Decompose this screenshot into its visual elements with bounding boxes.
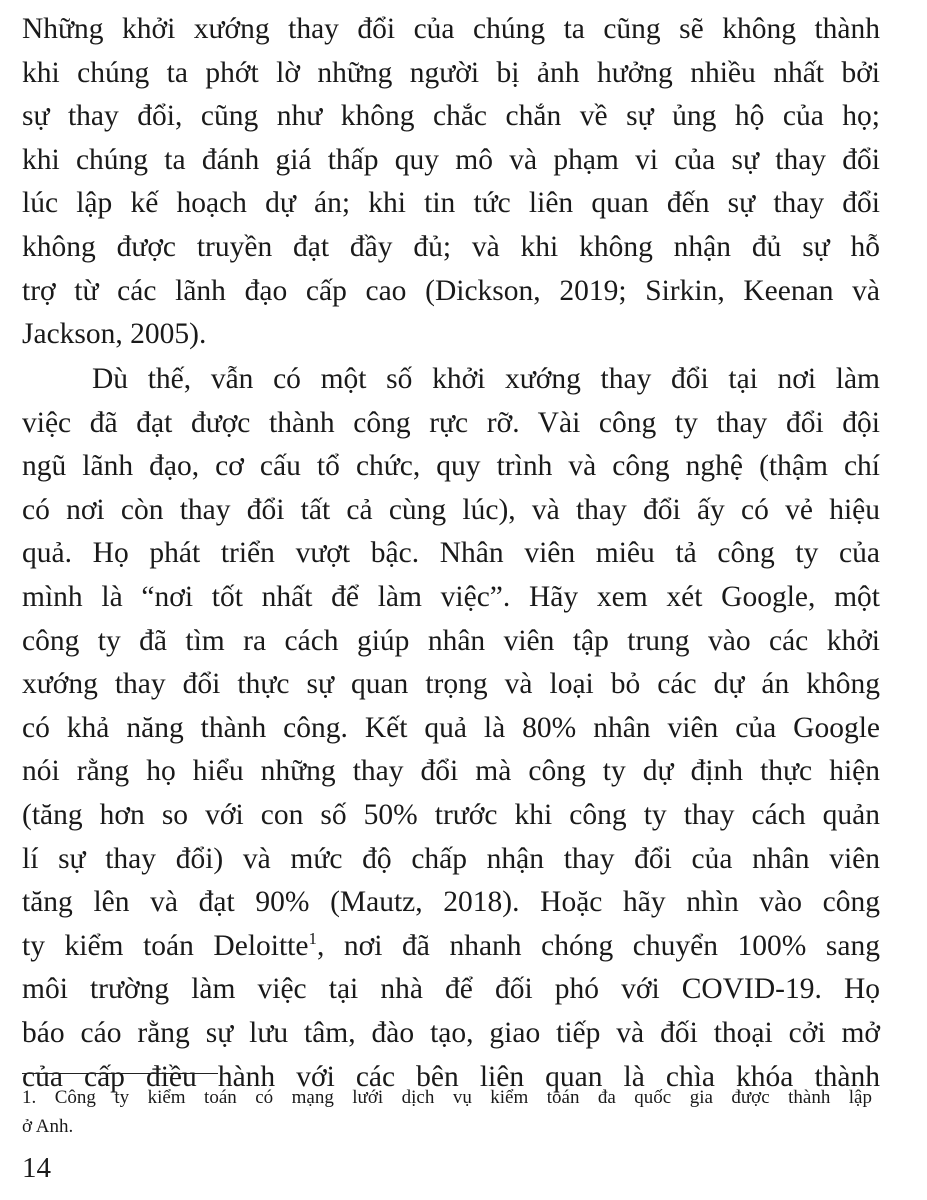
text-line: quả. Họ phát triển vượt bậc. Nhân viên miêu tả công ty của — [22, 537, 880, 570]
text-line: công ty đã tìm ra cách giúp nhân viên tập trung vào các khởi — [22, 624, 880, 657]
footnote-line: ở Anh. — [22, 1116, 74, 1137]
text-line: khi chúng ta đánh giá thấp quy mô và phạm vi của sự thay đổi — [22, 143, 880, 176]
text-line: Những khởi xướng thay đổi của chúng ta cũng sẽ không thành — [22, 13, 880, 45]
text-segment: , nơi đã nhanh chóng chuyển 100% sang — [316, 929, 880, 962]
text-segment: ty kiểm toán Deloitte — [22, 929, 309, 962]
text-line: có khả năng thành công. Kết quả là 80% nhân viên của Google — [22, 711, 880, 744]
text-line: không được truyền đạt đầy đủ; và khi không nhận đủ sự hỗ — [22, 230, 880, 263]
text-line: nói rằng họ hiểu những thay đổi mà công ty dự định thực hiện — [22, 755, 880, 788]
footnote-marker: 1 — [308, 928, 317, 948]
text-line: tăng lên và đạt 90% (Mautz, 2018). Hoặc hãy nhìn vào công — [22, 886, 880, 919]
text-line: Jackson, 2005). — [22, 318, 207, 351]
text-line: Dù thế, vẫn có một số khởi xướng thay đổi tại nơi làm — [92, 363, 880, 395]
text-line: môi trường làm việc tại nhà để đối phó với COVID-19. Họ — [22, 973, 880, 1006]
text-line: lúc lập kế hoạch dự án; khi tin tức liên quan đến sự thay đổi — [22, 187, 880, 220]
text-line: khi chúng ta phớt lờ những người bị ảnh hưởng nhiều nhất bởi — [22, 56, 880, 89]
text-line: lí sự thay đổi) và mức độ chấp nhận thay đổi của nhân viên — [22, 842, 880, 875]
text-line — [22, 925, 880, 969]
footnote — [22, 1083, 872, 1141]
text-line: mình là “nơi tốt nhất để làm việc”. Hãy xem xét Google, một — [22, 580, 880, 613]
paragraph-1 — [22, 8, 880, 357]
footnote-line: 1. Công ty kiểm toán có mạng lưới dịch vụ kiểm toán đa quốc gia được thành lập — [22, 1087, 872, 1108]
text-line: sự thay đổi, cũng như không chắc chắn về sự ủng hộ của họ; — [22, 100, 880, 133]
text-line: (tăng hơn so với con số 50% trước khi công ty thay cách quản — [22, 798, 880, 831]
text-line: báo cáo rằng sự lưu tâm, đào tạo, giao tiếp và đối thoại cởi mở — [22, 1016, 880, 1049]
text-line: việc đã đạt được thành công rực rỡ. Vài công ty thay đổi đội — [22, 406, 880, 439]
text-line: có nơi còn thay đổi tất cả cùng lúc), và thay đổi ấy có vẻ hiệu — [22, 493, 880, 526]
paragraph-2 — [22, 358, 880, 1099]
text-line: ngũ lãnh đạo, cơ cấu tổ chức, quy trình và công nghệ (thậm chí — [22, 450, 880, 483]
text-line: xướng thay đổi thực sự quan trọng và loại bỏ các dự án không — [22, 668, 880, 701]
text-line: trợ từ các lãnh đạo cấp cao (Dickson, 2019; Sirkin, Keenan và — [22, 274, 880, 307]
page-number: 14 — [22, 1152, 51, 1184]
text-line: của cấp điều hành với các bên liên quan là chìa khóa thành — [22, 1060, 880, 1093]
footnote-divider — [22, 1073, 218, 1074]
